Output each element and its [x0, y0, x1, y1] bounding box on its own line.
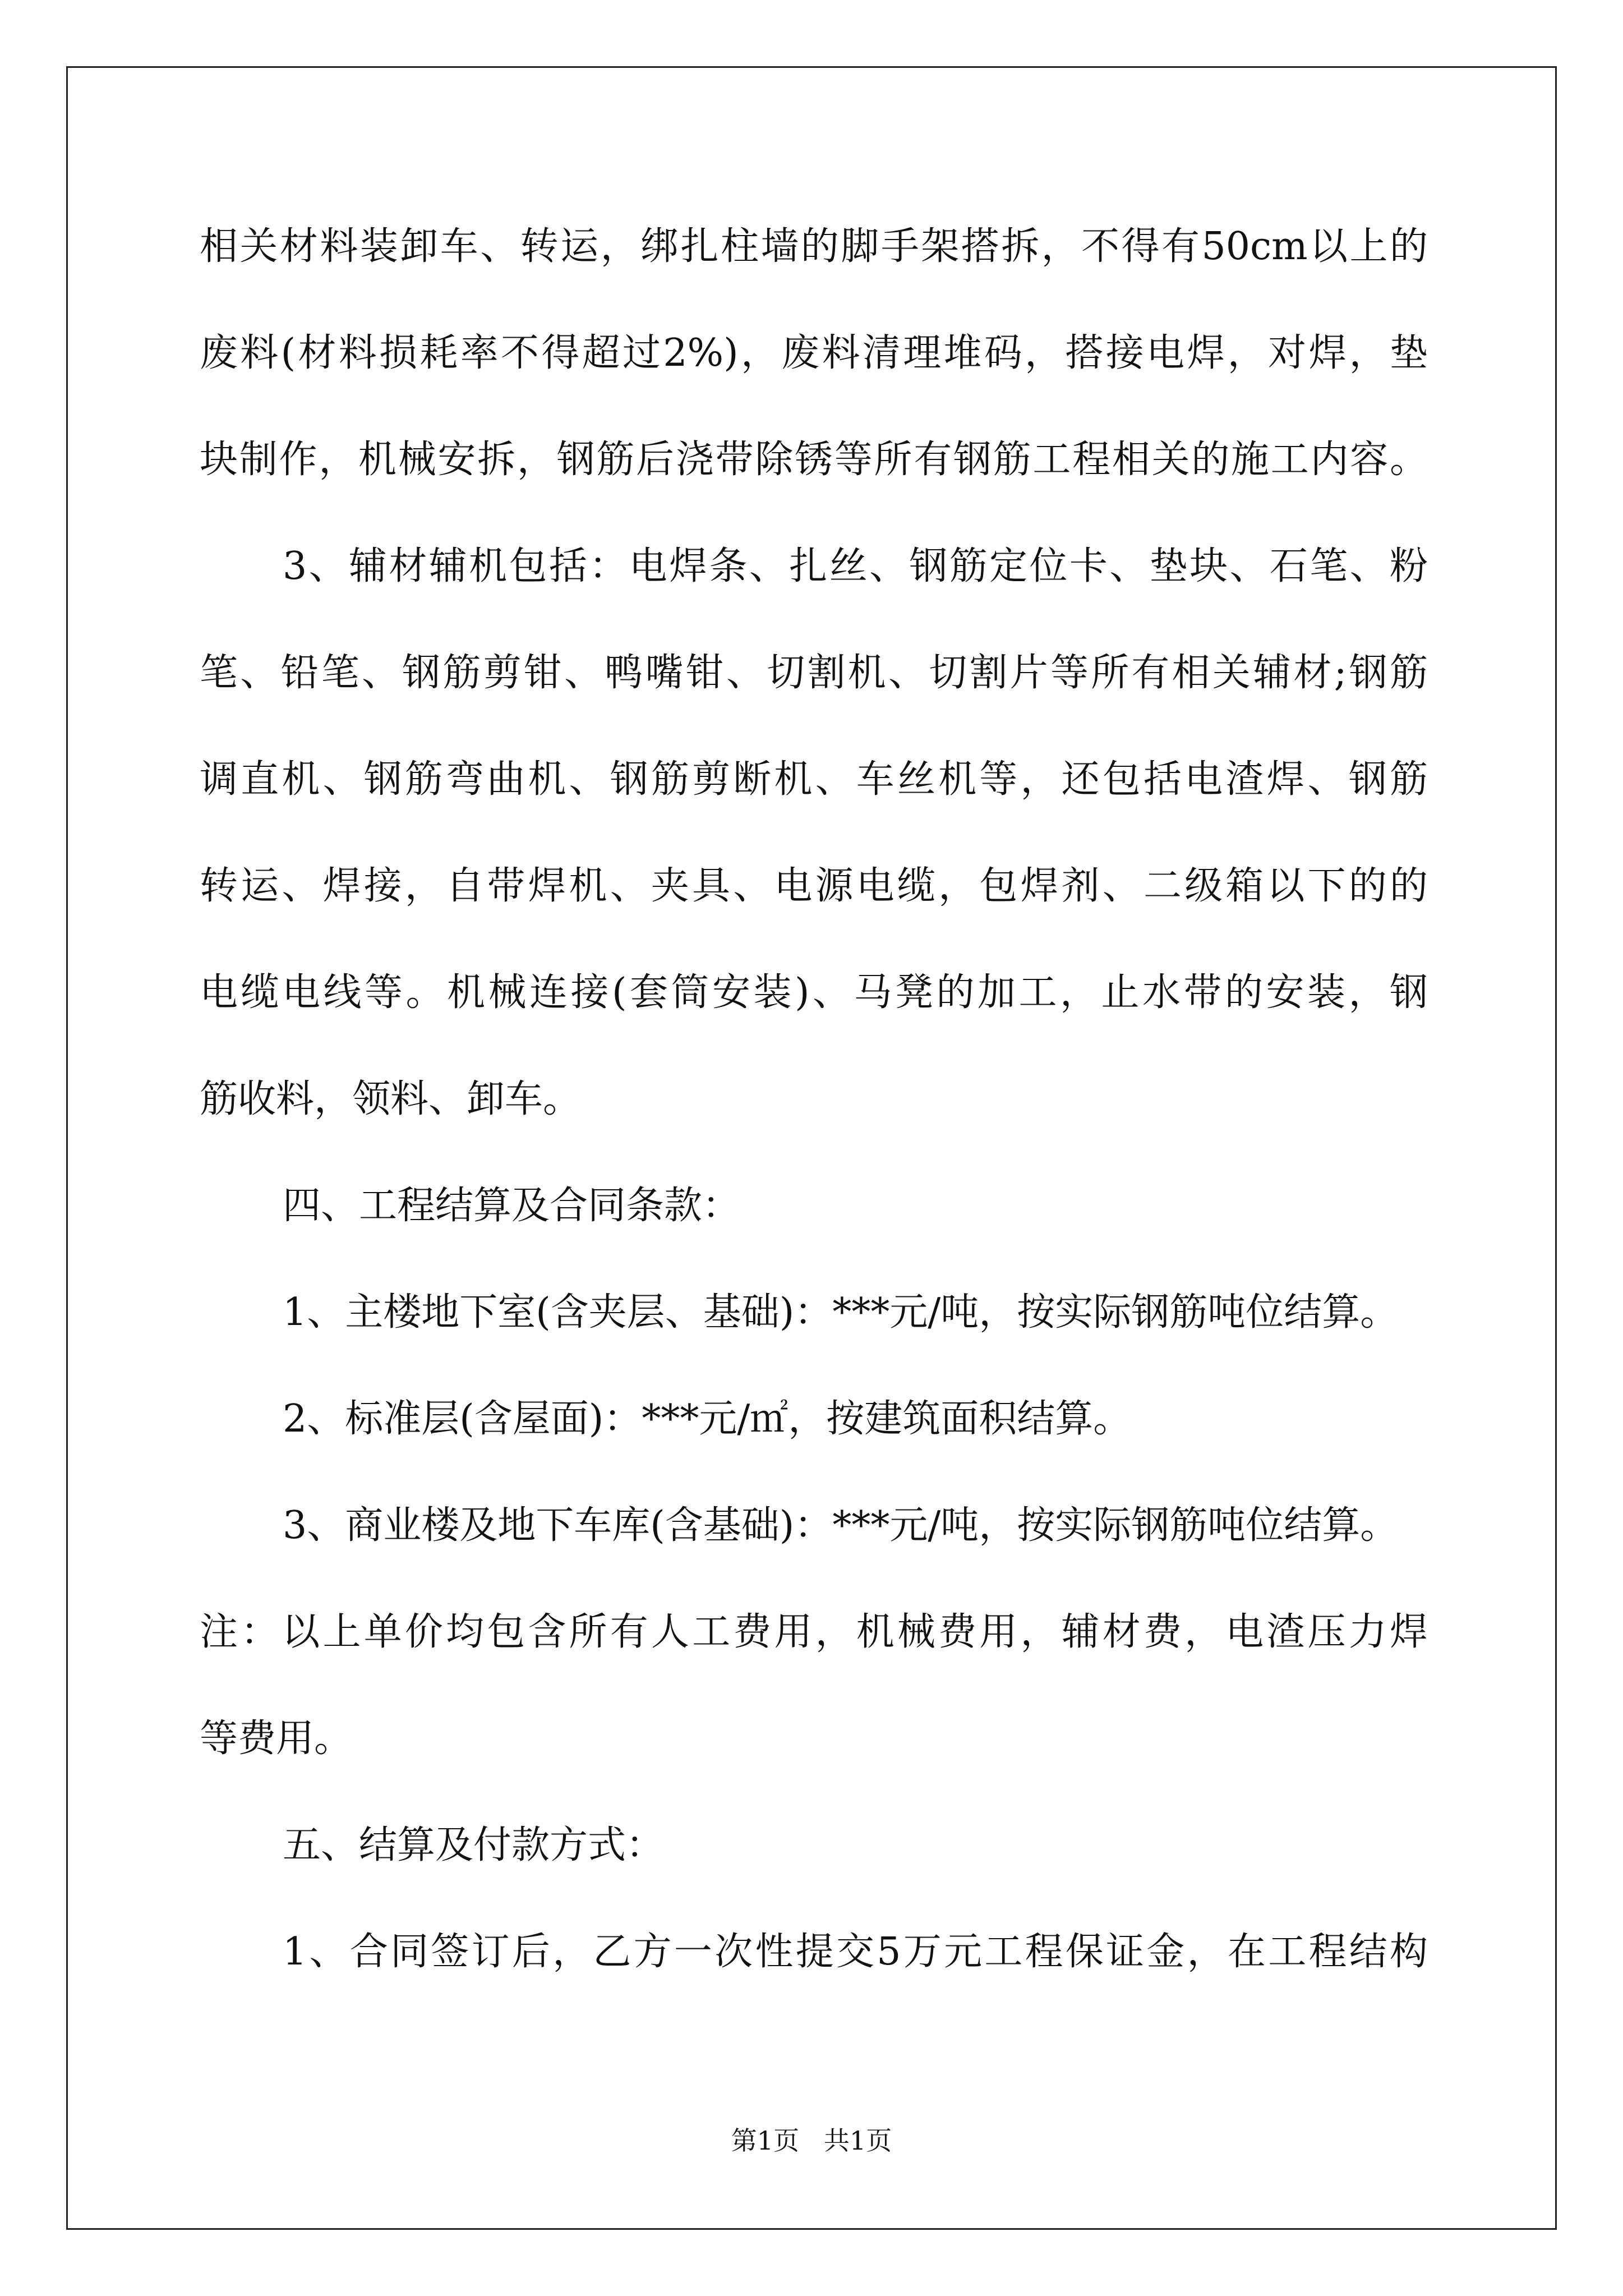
text-line: 块制作，机械安拆，钢筋后浇带除锈等所有钢筋工程相关的施工内容。 — [200, 438, 1428, 482]
text-line: 3、商业楼及地下车库(含基础)：***元/吨，按实际钢筋吨位结算。 — [283, 1503, 1399, 1548]
section-heading: 五、结算及付款方式： — [283, 1823, 665, 1867]
text-line: 2、标准层(含屋面)：***元/㎡，按建筑面积结算。 — [283, 1397, 1132, 1441]
text-line: 1、主楼地下室(含夹层、基础)：***元/吨，按实际钢筋吨位结算。 — [283, 1290, 1399, 1335]
page-footer: 第1页 共1页 — [731, 2125, 892, 2156]
text-line: 废料(材料损耗率不得超过2%)，废料清理堆码，搭接电焊，对焊，垫 — [200, 331, 1428, 375]
text-line: 等费用。 — [200, 1717, 353, 1761]
text-line: 转运、焊接，自带焊机、夹具、电源电缆，包焊剂、二级箱以下的的 — [200, 864, 1428, 908]
text-line: 筋收料，领料、卸车。 — [200, 1077, 582, 1121]
text-line: 电缆电线等。机械连接(套筒安装)、马凳的加工，止水带的安装，钢 — [200, 970, 1428, 1015]
section-heading: 四、工程结算及合同条款： — [283, 1184, 741, 1228]
text-line: 笔、铅笔、钢筋剪钳、鸭嘴钳、切割机、切割片等所有相关辅材;钢筋 — [200, 651, 1428, 695]
text-line: 3、辅材辅机包括：电焊条、扎丝、钢筋定位卡、垫块、石笔、粉 — [283, 544, 1428, 588]
text-line: 调直机、钢筋弯曲机、钢筋剪断机、车丝机等，还包括电渣焊、钢筋 — [200, 757, 1428, 802]
page-border — [66, 66, 1557, 2230]
text-line: 注：以上单价均包含所有人工费用，机械费用，辅材费，电渣压力焊 — [200, 1610, 1428, 1654]
text-line: 1、合同签订后，乙方一次性提交5万元工程保证金，在工程结构 — [283, 1930, 1428, 1974]
text-line: 相关材料装卸车、转运，绑扎柱墙的脚手架搭拆，不得有50cm以上的 — [200, 224, 1428, 269]
